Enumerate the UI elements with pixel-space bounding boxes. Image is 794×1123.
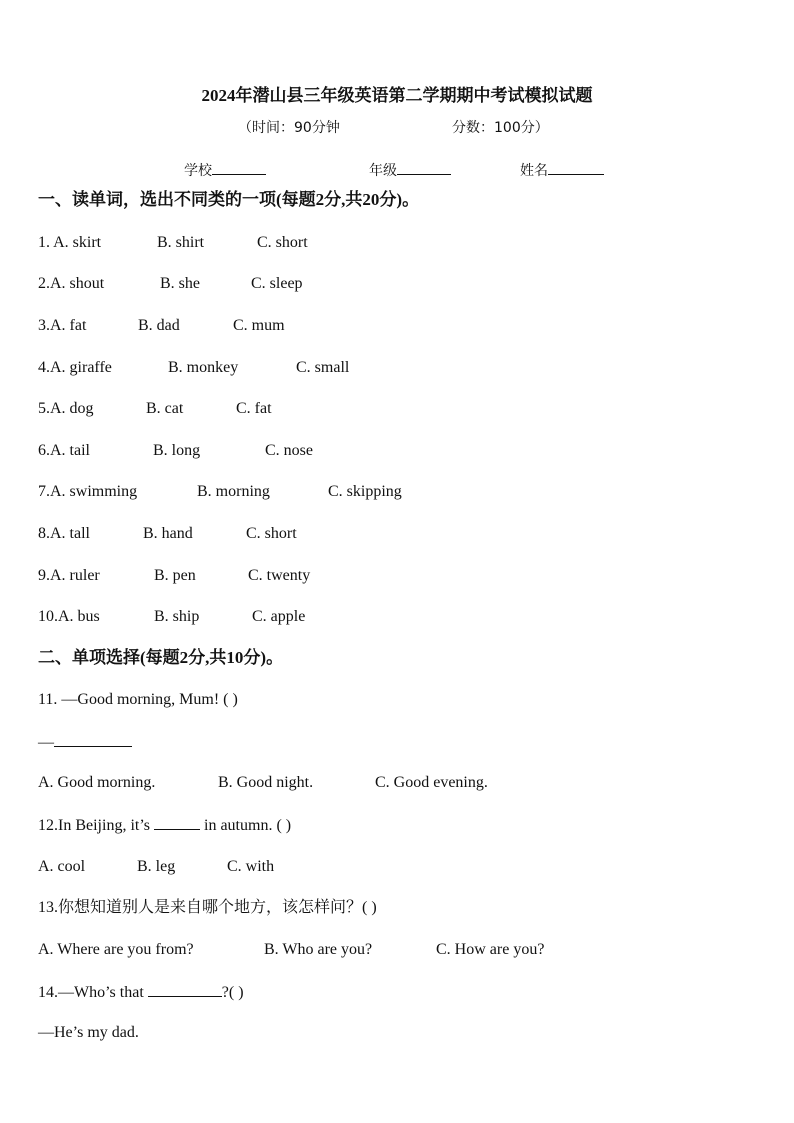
q11-stem: 11. —Good morning, Mum! ( ) bbox=[38, 691, 238, 708]
q3-option-a: 3.A. fat bbox=[38, 317, 87, 334]
q12-option-c: C. with bbox=[227, 858, 275, 875]
q9-option-c: C. twenty bbox=[248, 567, 311, 584]
q4-option-c: C. small bbox=[296, 359, 350, 376]
q4-option-b: B. monkey bbox=[168, 359, 239, 376]
q1-option-c: C. short bbox=[257, 234, 308, 251]
q12-stem-pre: 12.In Beijing, it’s bbox=[38, 817, 154, 834]
q12-stem bbox=[38, 815, 291, 836]
q7-option-a: 7.A. swimming bbox=[38, 483, 138, 500]
school-field[interactable] bbox=[184, 160, 266, 181]
q1-option-b: B. shirt bbox=[157, 234, 205, 251]
q7-option-b: B. morning bbox=[197, 483, 270, 500]
q11-option-b: B. Good night. bbox=[218, 774, 314, 791]
grade-field[interactable] bbox=[369, 160, 451, 181]
q5-option-c: C. fat bbox=[236, 400, 272, 417]
q1-option-a: 1. A. skirt bbox=[38, 234, 102, 251]
q8-option-a: 8.A. tall bbox=[38, 525, 90, 542]
grade-label: 年级 bbox=[369, 163, 397, 179]
q13-stem: 13.你想知道别人是来自哪个地方，该怎样问？( ) bbox=[38, 899, 377, 916]
q5-option-b: B. cat bbox=[146, 400, 184, 417]
q11-option-a: A. Good morning. bbox=[38, 774, 156, 791]
q2-option-c: C. sleep bbox=[251, 275, 303, 292]
q12-option-b: B. leg bbox=[137, 858, 176, 875]
q9-option-b: B. pen bbox=[154, 567, 196, 584]
q12-option-a: A. cool bbox=[38, 858, 86, 875]
q2-option-b: B. she bbox=[160, 275, 200, 292]
q14-stem-post: ?( ) bbox=[221, 984, 244, 1001]
q10-option-a: 10.A. bus bbox=[38, 608, 100, 625]
page-title: 2024年潜山县三年级英语第二学期期中考试模拟试题 bbox=[201, 86, 593, 105]
q5-option-a: 5.A. dog bbox=[38, 400, 94, 417]
q10-option-b: B. ship bbox=[154, 608, 200, 625]
q6-option-c: C. nose bbox=[265, 442, 313, 459]
q9-option-a: 9.A. ruler bbox=[38, 567, 100, 584]
q11-reply bbox=[38, 732, 132, 753]
q6-option-b: B. long bbox=[153, 442, 201, 459]
q13-option-a: A. Where are you from? bbox=[38, 941, 194, 958]
q8-option-b: B. hand bbox=[143, 525, 193, 542]
name-label: 姓名 bbox=[520, 163, 548, 179]
section2-heading: 二、单项选择(每题2分,共10分)。 bbox=[38, 648, 284, 667]
school-label: 学校 bbox=[184, 163, 212, 179]
q14-reply: —He’s my dad. bbox=[38, 1024, 139, 1041]
q2-option-a: 2.A. shout bbox=[38, 275, 105, 292]
section1-heading: 一、读单词，选出不同类的一项(每题2分,共20分)。 bbox=[38, 190, 420, 209]
exam-score: 分数：100分） bbox=[452, 120, 549, 136]
q3-option-c: C. mum bbox=[233, 317, 285, 334]
q10-option-c: C. apple bbox=[252, 608, 306, 625]
q6-option-a: 6.A. tail bbox=[38, 442, 90, 459]
q13-option-b: B. Who are you? bbox=[264, 941, 373, 958]
q4-option-a: 4.A. giraffe bbox=[38, 359, 112, 376]
name-field[interactable] bbox=[520, 160, 604, 181]
q8-option-c: C. short bbox=[246, 525, 297, 542]
q14-stem-pre: 14.—Who’s that bbox=[38, 984, 148, 1001]
q11-option-c: C. Good evening. bbox=[375, 774, 488, 791]
q13-option-c: C. How are you? bbox=[436, 941, 545, 958]
q7-option-c: C. skipping bbox=[328, 483, 402, 500]
q3-option-b: B. dad bbox=[138, 317, 180, 334]
q14-stem bbox=[38, 982, 244, 1003]
exam-time: （时间：90分钟 bbox=[238, 120, 340, 136]
q12-stem-post: in autumn. ( ) bbox=[200, 817, 292, 834]
dash: — bbox=[38, 734, 54, 751]
